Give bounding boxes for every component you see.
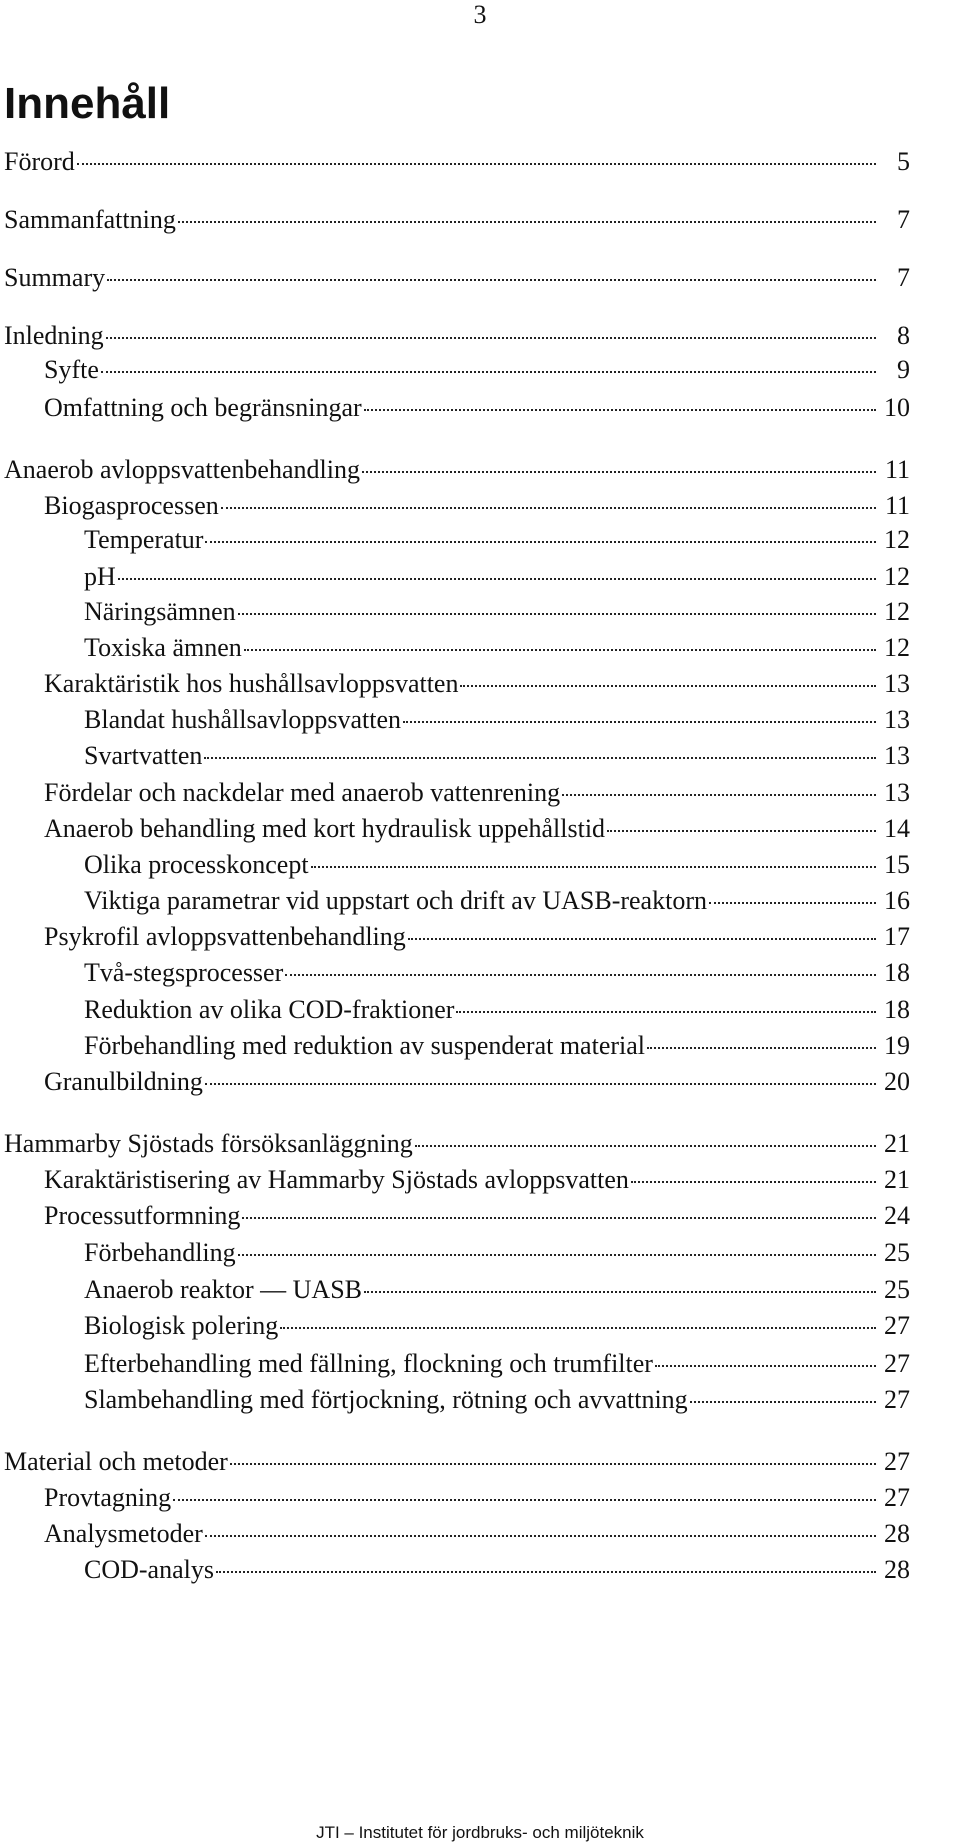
toc-entry-page: 13 bbox=[884, 741, 910, 770]
toc-entry-label: Omfattning och begränsningar bbox=[44, 393, 362, 422]
toc-dot-leader bbox=[238, 613, 876, 615]
toc-entry[interactable] bbox=[4, 200, 910, 240]
toc-dot-leader bbox=[280, 1327, 876, 1329]
toc-dot-leader bbox=[204, 757, 876, 759]
toc-entry-page: 27 bbox=[884, 1385, 910, 1414]
toc-entry-page: 10 bbox=[884, 393, 910, 422]
toc-entry-page: 25 bbox=[884, 1238, 910, 1267]
toc-entry-label: Syfte bbox=[44, 355, 99, 384]
toc-entry-page: 8 bbox=[897, 321, 910, 350]
toc-entry-label: Svartvatten bbox=[84, 741, 203, 770]
toc-entry-page: 27 bbox=[884, 1349, 910, 1378]
toc-entry[interactable] bbox=[84, 990, 910, 1030]
toc-entry-page: 14 bbox=[884, 814, 910, 843]
toc-entry-page: 11 bbox=[884, 491, 910, 520]
toc-entry[interactable] bbox=[44, 773, 910, 813]
toc-entry-label: Näringsämnen bbox=[84, 597, 236, 626]
toc-entry-page: 17 bbox=[884, 922, 910, 951]
toc-entry-label: Biogasprocessen bbox=[44, 491, 219, 520]
toc-entry[interactable] bbox=[84, 1380, 910, 1420]
toc-entry-page: 9 bbox=[897, 355, 910, 384]
toc-entry[interactable] bbox=[84, 845, 910, 885]
toc-entry-page: 13 bbox=[884, 669, 910, 698]
toc-entry-label: Förbehandling bbox=[84, 1238, 236, 1267]
toc-entry-label: Viktiga parametrar vid uppstart och drift av UASB-reaktorn bbox=[84, 886, 707, 915]
toc-dot-leader bbox=[221, 507, 876, 509]
toc-entry-page: 27 bbox=[884, 1311, 910, 1340]
toc-dot-leader bbox=[244, 649, 876, 651]
toc-dot-leader bbox=[205, 1083, 876, 1085]
toc-entry-label: Biologisk polering bbox=[84, 1311, 279, 1340]
toc-dot-leader bbox=[216, 1571, 876, 1573]
toc-entry-page: 13 bbox=[884, 705, 910, 734]
toc-entry[interactable] bbox=[84, 1344, 910, 1384]
toc-entry-page: 13 bbox=[884, 778, 910, 807]
toc-dot-leader bbox=[205, 1535, 876, 1537]
toc-dot-leader bbox=[415, 1145, 876, 1147]
toc-entry-label: Summary bbox=[4, 263, 106, 292]
toc-dot-leader bbox=[106, 337, 876, 339]
toc-entry-label: Karaktäristik hos hushållsavloppsvatten bbox=[44, 669, 459, 698]
toc-entry-label: Förord bbox=[4, 147, 75, 176]
toc-title: Innehåll bbox=[4, 79, 171, 128]
toc-entry-page: 7 bbox=[897, 263, 910, 292]
toc-entry-label: Olika processkoncept bbox=[84, 850, 309, 879]
toc-dot-leader bbox=[408, 938, 876, 940]
toc-dot-leader bbox=[690, 1401, 876, 1403]
toc-dot-leader bbox=[364, 1291, 876, 1293]
toc-entry[interactable] bbox=[44, 917, 910, 957]
toc-dot-leader bbox=[230, 1463, 876, 1465]
toc-entry-label: Sammanfattning bbox=[4, 205, 176, 234]
toc-entry-label: Anaerob avloppsvattenbehandling bbox=[4, 455, 360, 484]
toc-entry-label: Reduktion av olika COD-fraktioner bbox=[84, 995, 455, 1024]
toc-entry-label: Hammarby Sjöstads försöksanläggning bbox=[4, 1129, 413, 1158]
page-footer: JTI – Institutet för jordbruks- och miljöteknik bbox=[316, 1823, 644, 1842]
toc-entry-label: COD-analys bbox=[84, 1555, 214, 1584]
toc-entry[interactable] bbox=[4, 1442, 910, 1482]
toc-entry[interactable] bbox=[84, 520, 910, 560]
toc-entry[interactable] bbox=[44, 664, 910, 704]
toc-entry[interactable] bbox=[4, 142, 910, 182]
toc-entry-page: 25 bbox=[884, 1275, 910, 1304]
toc-entry[interactable] bbox=[84, 557, 910, 597]
toc-dot-leader bbox=[460, 685, 876, 687]
toc-entry[interactable] bbox=[84, 592, 910, 632]
toc-dot-leader bbox=[403, 721, 876, 723]
toc-entry-page: 12 bbox=[884, 525, 910, 554]
toc-entry[interactable] bbox=[44, 1160, 910, 1200]
toc-entry[interactable] bbox=[44, 350, 910, 390]
toc-entry-page: 15 bbox=[884, 850, 910, 879]
toc-entry[interactable] bbox=[44, 1062, 910, 1102]
toc-entry[interactable] bbox=[44, 1478, 910, 1518]
toc-entry-page: 12 bbox=[884, 633, 910, 662]
toc-dot-leader bbox=[631, 1181, 876, 1183]
toc-dot-leader bbox=[107, 279, 876, 281]
toc-dot-leader bbox=[362, 471, 876, 473]
toc-entry-label: Material och metoder bbox=[4, 1447, 228, 1476]
toc-entry-page: 11 bbox=[884, 455, 910, 484]
toc-entry-page: 21 bbox=[884, 1165, 910, 1194]
toc-dot-leader bbox=[77, 163, 876, 165]
toc-entry-page: 19 bbox=[884, 1031, 910, 1060]
toc-entry[interactable] bbox=[4, 450, 910, 490]
toc-entry-page: 18 bbox=[884, 995, 910, 1024]
toc-dot-leader bbox=[709, 902, 876, 904]
toc-dot-leader bbox=[101, 371, 876, 373]
toc-entry-label: Förbehandling med reduktion av suspenderat material bbox=[84, 1031, 646, 1060]
toc-entry[interactable] bbox=[84, 1270, 910, 1310]
toc-entry[interactable] bbox=[4, 258, 910, 298]
toc-entry[interactable] bbox=[84, 736, 910, 776]
toc-entry[interactable] bbox=[44, 1196, 910, 1236]
toc-entry[interactable] bbox=[4, 1124, 910, 1164]
toc-entry[interactable] bbox=[84, 1233, 910, 1273]
toc-entry[interactable] bbox=[44, 388, 910, 428]
toc-entry-page: 28 bbox=[884, 1555, 910, 1584]
toc-entry[interactable] bbox=[84, 1550, 910, 1590]
toc-entry-label: Psykrofil avloppsvattenbehandling bbox=[44, 922, 406, 951]
toc-entry-label: Efterbehandling med fällning, flockning och trumfilter bbox=[84, 1349, 653, 1378]
toc-entry-label: Blandat hushållsavloppsvatten bbox=[84, 705, 402, 734]
toc-entry-page: 12 bbox=[884, 562, 910, 591]
page-number: 3 bbox=[473, 0, 487, 29]
toc-entry-label: Inledning bbox=[4, 321, 104, 350]
toc-dot-leader bbox=[655, 1365, 876, 1367]
toc-entry[interactable] bbox=[84, 628, 910, 668]
toc-entry-label: Två-stegsprocesser bbox=[84, 958, 284, 987]
toc-entry[interactable] bbox=[84, 953, 910, 993]
toc-dot-leader bbox=[205, 541, 876, 543]
toc-dot-leader bbox=[178, 221, 876, 223]
toc-entry-page: 21 bbox=[884, 1129, 910, 1158]
toc-dot-leader bbox=[562, 794, 876, 796]
toc-entry-label: Anaerob reaktor — UASB bbox=[84, 1275, 362, 1304]
toc-dot-leader bbox=[456, 1011, 876, 1013]
toc-entry-label: Fördelar och nackdelar med anaerob vattenrening bbox=[44, 778, 561, 807]
toc-entry-page: 16 bbox=[884, 886, 910, 915]
toc-entry[interactable] bbox=[84, 1026, 910, 1066]
toc-dot-leader bbox=[607, 830, 876, 832]
toc-entry-label: Karaktäristisering av Hammarby Sjöstads avloppsvatten bbox=[44, 1165, 629, 1194]
toc-entry-label: Temperatur bbox=[84, 525, 204, 554]
toc-entry-page: 28 bbox=[884, 1519, 910, 1548]
toc-entry[interactable] bbox=[84, 700, 910, 740]
toc-entry-label: Processutformning bbox=[44, 1201, 241, 1230]
toc-entry-label: Slambehandling med förtjockning, rötning och avvattning bbox=[84, 1385, 688, 1414]
toc-dot-leader bbox=[242, 1217, 876, 1219]
toc-entry-page: 5 bbox=[897, 147, 910, 176]
toc-dot-leader bbox=[118, 578, 876, 580]
toc-dot-leader bbox=[647, 1047, 876, 1049]
toc-entry[interactable] bbox=[84, 1306, 910, 1346]
toc-entry[interactable] bbox=[44, 809, 910, 849]
toc-entry-label: Provtagning bbox=[44, 1483, 172, 1512]
toc-entry-label: Toxiska ämnen bbox=[84, 633, 242, 662]
toc-dot-leader bbox=[285, 974, 876, 976]
toc-dot-leader bbox=[311, 866, 876, 868]
toc-entry-page: 7 bbox=[897, 205, 910, 234]
toc-dot-leader bbox=[173, 1499, 876, 1501]
toc-dot-leader bbox=[238, 1254, 876, 1256]
toc-entry-label: Analysmetoder bbox=[44, 1519, 203, 1548]
toc-entry-page: 24 bbox=[884, 1201, 910, 1230]
toc-entry-page: 27 bbox=[884, 1447, 910, 1476]
toc-dot-leader bbox=[364, 409, 876, 411]
toc-entry-page: 12 bbox=[884, 597, 910, 626]
toc-entry-page: 18 bbox=[884, 958, 910, 987]
toc-entry[interactable] bbox=[84, 881, 910, 921]
toc-entry-page: 27 bbox=[884, 1483, 910, 1512]
toc-entry[interactable] bbox=[44, 1514, 910, 1554]
toc-entry-label: Granulbildning bbox=[44, 1067, 203, 1096]
toc-entry-page: 20 bbox=[884, 1067, 910, 1096]
toc-entry-label: pH bbox=[84, 562, 116, 591]
toc-entry-label: Anaerob behandling med kort hydraulisk uppehållstid bbox=[44, 814, 606, 843]
